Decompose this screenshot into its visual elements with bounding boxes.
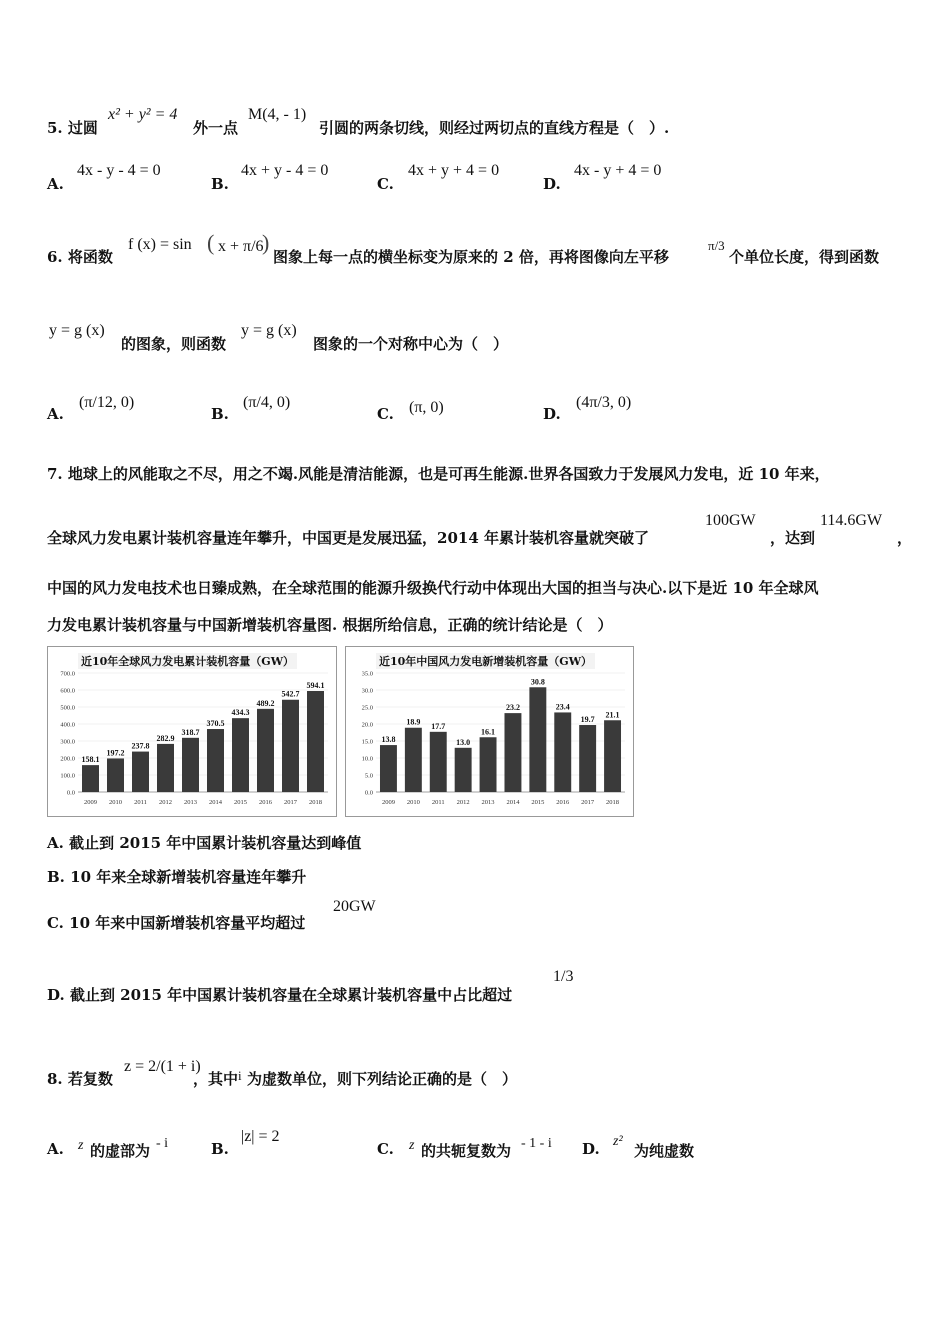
global-chart-data-label: 237.8 <box>131 741 150 751</box>
q7-comma: ， <box>897 529 913 547</box>
q7-option-b[interactable]: B. 10 年来全球新增装机容量连年攀升 <box>47 868 307 886</box>
global-chart-y-tick-label: 200.0 <box>60 755 75 763</box>
global-chart-x-tick-label: 2015 <box>234 799 247 806</box>
china-chart-bar <box>529 687 546 792</box>
q8-z-definition: z = 2/(1 + i) <box>124 1058 201 1075</box>
q7-option-d[interactable]: D. 截止到 2015 年中国累计装机容量在全球累计装机容量中占比超过 <box>47 986 513 1004</box>
china-new-capacity-chart-svg <box>346 647 633 816</box>
china-chart-data-label: 13.8 <box>381 735 396 745</box>
china-chart-data-label: 23.4 <box>555 702 570 712</box>
q6-option-d-expr: (4π/3, 0) <box>576 394 632 411</box>
china-chart-x-tick-label: 2013 <box>481 799 495 806</box>
q6-function: f (x) = sin <box>128 236 192 253</box>
global-chart-x-tick-label: 2011 <box>134 799 147 806</box>
china-chart-x-tick-label: 2011 <box>431 799 445 806</box>
china-chart-data-label: 23.2 <box>505 703 520 713</box>
china-chart-data-label: 16.1 <box>481 727 496 737</box>
q8-option-b[interactable]: B. <box>211 1140 229 1158</box>
global-chart-bar <box>282 700 299 792</box>
china-chart-x-tick-label: 2017 <box>581 799 595 806</box>
global-chart-bar <box>207 729 224 792</box>
china-chart-y-tick-label: 0.0 <box>364 789 373 797</box>
china-chart-data-label: 30.8 <box>530 677 545 687</box>
q8-option-d[interactable]: D. <box>582 1140 600 1158</box>
global-chart-bar <box>82 765 99 792</box>
q5-text-2: 外一点 <box>193 119 239 137</box>
q6-option-c[interactable]: C. <box>377 405 394 423</box>
global-capacity-chart-svg <box>48 647 336 816</box>
q5-stem <box>47 117 98 138</box>
china-chart-bar <box>504 713 521 792</box>
global-chart-data-label: 489.2 <box>256 698 275 708</box>
q5-text-1: 过圆 <box>67 119 98 137</box>
china-chart-data-label: 19.7 <box>580 715 595 725</box>
q7-paragraph-line-1: 7. 地球上的风能取之不尽，用之不竭.风能是清洁能源，也是可再生能源.世界各国致力于发展风力发电，近 10 年来， <box>47 465 830 483</box>
china-chart-y-tick-label: 5.0 <box>364 772 373 780</box>
q5-point: M(4, - 1) <box>248 106 307 123</box>
q5-option-b-expr: 4x + y - 4 = 0 <box>241 162 329 179</box>
global-chart-y-tick-label: 600.0 <box>60 687 75 695</box>
global-chart-x-tick-label: 2018 <box>309 799 322 806</box>
china-chart-bar <box>480 737 497 792</box>
q7-text-reach: ，达到 <box>770 529 816 547</box>
global-chart-data-label: 318.7 <box>181 727 200 737</box>
china-chart-y-tick-label: 25.0 <box>361 704 373 712</box>
global-chart-data-label: 370.5 <box>206 719 225 729</box>
q8-option-a-z: z <box>78 1138 84 1153</box>
q6-option-a-expr: (π/12, 0) <box>79 394 135 411</box>
q5-option-c[interactable]: C. <box>377 175 394 193</box>
china-chart-bar <box>579 725 596 792</box>
china-chart-bar <box>455 748 472 792</box>
china-chart-data-label: 21.1 <box>605 710 620 720</box>
global-chart-bar <box>307 691 324 792</box>
q8-text-1: 8. 若复数 <box>47 1070 113 1088</box>
q6-paren-left: ( <box>207 230 215 255</box>
q6-option-b[interactable]: B. <box>211 405 229 423</box>
q5-text-3: 引圆的两条切线，则经过两切点的直线方程是（ ）. <box>319 119 670 137</box>
q7-value-100gw: 100GW <box>705 512 756 529</box>
global-chart-bar <box>132 752 149 792</box>
q6-text-4: 的图象，则函数 <box>121 335 227 353</box>
q7-option-d-math: 1/3 <box>553 968 574 985</box>
q5-option-c-expr: 4x + y + 4 = 0 <box>408 162 500 179</box>
global-capacity-chart <box>47 646 337 817</box>
q7-option-c[interactable]: C. 10 年来中国新增装机容量平均超过 <box>47 914 306 932</box>
china-chart-x-tick-label: 2015 <box>531 799 545 806</box>
q8-option-c-z: z <box>409 1138 415 1153</box>
q6-g-function-1: y = g (x) <box>49 322 105 339</box>
global-chart-y-tick-label: 300.0 <box>60 738 75 746</box>
q8-option-c-math: - 1 - i <box>521 1136 552 1151</box>
q6-option-a[interactable]: A. <box>47 405 64 423</box>
global-chart-bar <box>107 758 124 792</box>
china-chart-data-label: 18.9 <box>406 717 421 727</box>
china-chart-x-tick-label: 2009 <box>381 799 395 806</box>
q6-text-2: 图象上每一点的横坐标变为原来的 2 倍，再将图像向左平移 <box>273 248 669 266</box>
q7-option-c-math: 20GW <box>333 898 376 915</box>
global-chart-bar <box>157 744 174 792</box>
q5-option-d[interactable]: D. <box>543 175 561 193</box>
q8-option-c-text: 的共轭复数为 <box>421 1142 512 1160</box>
china-chart-x-tick-label: 2014 <box>506 799 520 806</box>
china-chart-x-tick-label: 2010 <box>406 799 420 806</box>
q5-number: 5. <box>47 119 63 137</box>
q8-text-3: 为虚数单位，则下列结论正确的是（ ） <box>247 1070 518 1088</box>
global-chart-x-tick-label: 2010 <box>109 799 122 806</box>
q5-option-b[interactable]: B. <box>211 175 229 193</box>
q6-option-d[interactable]: D. <box>543 405 561 423</box>
china-chart-x-tick-label: 2018 <box>606 799 620 806</box>
q5-option-d-expr: 4x - y + 4 = 0 <box>574 162 662 179</box>
q6-text-5: 图象的一个对称中心为（ ） <box>313 335 509 353</box>
china-chart-data-label: 17.7 <box>431 721 446 731</box>
q6-option-c-expr: (π, 0) <box>409 399 444 416</box>
q8-option-a-math: - i <box>156 1136 169 1151</box>
china-chart-y-tick-label: 10.0 <box>361 755 373 763</box>
global-chart-x-tick-label: 2014 <box>209 799 222 806</box>
global-chart-x-tick-label: 2017 <box>284 799 297 806</box>
global-chart-x-tick-label: 2013 <box>184 799 197 806</box>
q8-option-a[interactable]: A. <box>47 1140 64 1158</box>
q8-option-c[interactable]: C. <box>377 1140 394 1158</box>
global-chart-data-label: 282.9 <box>156 733 175 743</box>
q6-shift: π/3 <box>708 238 725 253</box>
q5-option-a[interactable]: A. <box>47 175 64 193</box>
global-chart-y-tick-label: 500.0 <box>60 704 75 712</box>
china-chart-bar <box>554 712 571 792</box>
china-chart-y-tick-label: 15.0 <box>361 738 373 746</box>
global-chart-x-tick-label: 2016 <box>259 799 272 806</box>
global-capacity-chart-title: 近10年全球风力发电累计装机容量（GW） <box>78 653 297 669</box>
q7-paragraph-line-2: 全球风力发电累计装机容量连年攀升，中国更是发展迅猛，2014 年累计装机容量就突破了 <box>47 529 649 547</box>
q8-option-b-math: |z| = 2 <box>241 1128 280 1145</box>
q5-circle-equation: x² + y² = 4 <box>108 106 178 123</box>
q7-paragraph-line-4: 力发电累计装机容量与中国新增装机容量图. 根据所给信息，正确的统计结论是（ ） <box>47 616 613 634</box>
q8-option-d-text: 为纯虚数 <box>634 1142 695 1160</box>
china-chart-bar <box>604 720 621 792</box>
china-chart-bar <box>430 732 447 792</box>
china-chart-x-tick-label: 2012 <box>456 799 470 806</box>
global-chart-x-tick-label: 2012 <box>159 799 172 806</box>
china-chart-y-tick-label: 35.0 <box>361 670 373 678</box>
global-chart-bar <box>257 709 274 792</box>
global-chart-y-tick-label: 700.0 <box>60 670 75 678</box>
q7-paragraph-line-3: 中国的风力发电技术也日臻成熟，在全球范围的能源升级换代行动中体现出大国的担当与决心.以下是近 10 年全球风 <box>47 579 819 597</box>
global-chart-bar <box>232 718 249 792</box>
china-new-capacity-chart <box>345 646 634 817</box>
china-new-capacity-chart-title: 近10年中国风力发电新增装机容量（GW） <box>376 653 595 669</box>
q6-paren-right: ) <box>262 230 270 255</box>
china-chart-y-tick-label: 20.0 <box>361 721 373 729</box>
global-chart-y-tick-label: 100.0 <box>60 772 75 780</box>
q8-option-d-z2: z² <box>613 1134 623 1149</box>
china-chart-x-tick-label: 2016 <box>556 799 570 806</box>
q6-function-arg: x + π/6 <box>218 238 264 255</box>
q8-text-2: ，其中 <box>193 1070 239 1088</box>
q7-value-114gw: 114.6GW <box>820 512 883 529</box>
global-chart-data-label: 434.3 <box>231 708 250 718</box>
global-chart-data-label: 542.7 <box>281 689 300 699</box>
global-chart-data-label: 197.2 <box>106 748 125 758</box>
q7-option-a[interactable]: A. 截止到 2015 年中国累计装机容量达到峰值 <box>47 834 362 852</box>
global-chart-data-label: 158.1 <box>81 755 100 765</box>
global-chart-x-tick-label: 2009 <box>84 799 97 806</box>
china-chart-bar <box>380 745 397 792</box>
q6-option-b-expr: (π/4, 0) <box>243 394 291 411</box>
q6-text-1: 6. 将函数 <box>47 248 113 266</box>
q6-g-function-2: y = g (x) <box>241 322 297 339</box>
global-chart-y-tick-label: 400.0 <box>60 721 75 729</box>
q6-text-3: 个单位长度，得到函数 <box>729 248 880 266</box>
global-chart-data-label: 594.1 <box>306 681 325 691</box>
global-chart-bar <box>182 738 199 792</box>
q8-imag-unit: i <box>238 1068 242 1083</box>
q8-option-a-text: 的虚部为 <box>90 1142 151 1160</box>
china-chart-bar <box>405 728 422 792</box>
global-chart-y-tick-label: 0.0 <box>66 789 75 797</box>
q5-option-a-expr: 4x - y - 4 = 0 <box>77 162 161 179</box>
china-chart-data-label: 13.0 <box>456 737 471 747</box>
china-chart-y-tick-label: 30.0 <box>361 687 373 695</box>
